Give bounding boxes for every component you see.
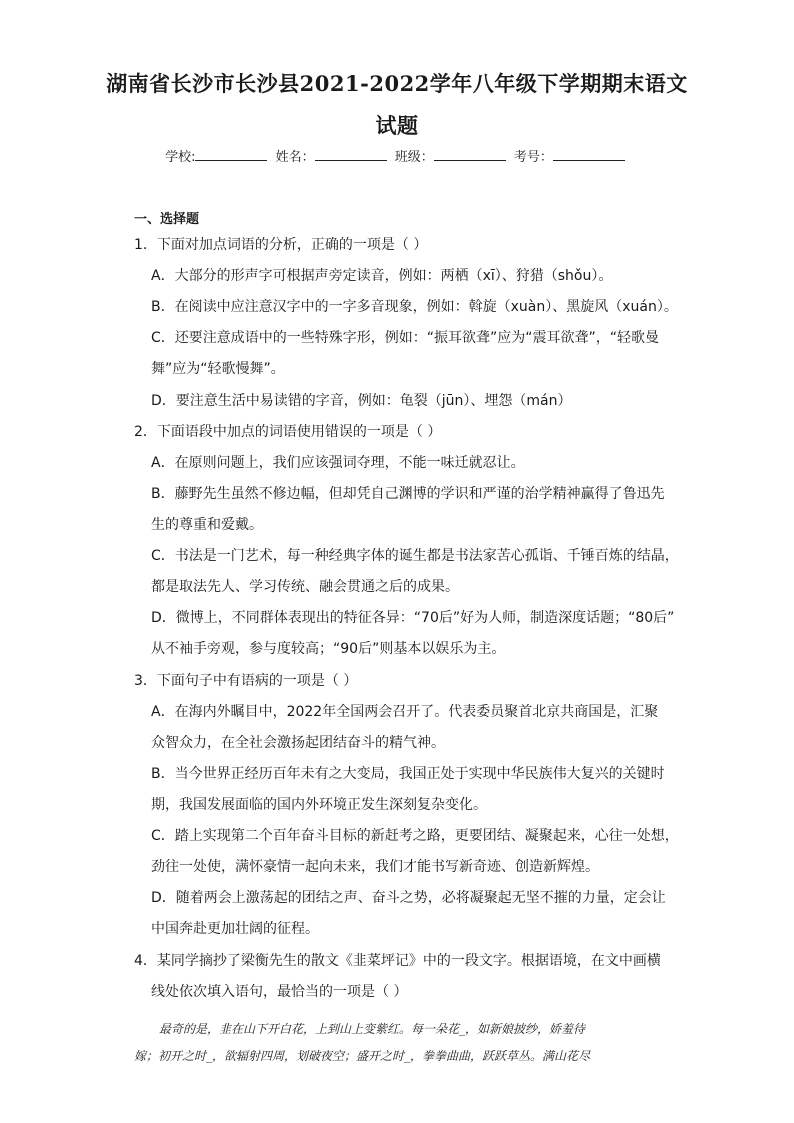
question-2-option-b: B．藤野先生虽然不修边幅，但却凭自己渊博的学识和严谨的治学精神赢得了鲁迅先 xyxy=(151,486,665,502)
question-2: 2．下面语段中加点的词语使用错误的一项是（ ） xyxy=(134,424,442,440)
question-4-cont: 线处依次填入语句，最恰当的一项是（ ） xyxy=(151,984,408,1000)
document-title-line1: 湖南省长沙市长沙县2021-2022学年八年级下学期期末语文 xyxy=(106,71,688,96)
question-2-option-c-cont: 都是取法先人、学习传统、融会贯通之后的成果。 xyxy=(151,579,459,595)
number-label: 考号： xyxy=(513,150,553,165)
question-3-option-b-cont: 期，我国发展面临的国内外环境正发生深刻复杂变化。 xyxy=(151,797,487,813)
question-3-option-b: B．当今世界正经历百年未有之大变局，我国正处于实现中华民族伟大复兴的关键时 xyxy=(151,766,665,782)
question-2-option-b-cont: 生的尊重和爱戴。 xyxy=(151,517,263,533)
number-blank[interactable] xyxy=(553,148,625,161)
question-3-option-c-cont: 劲往一处使，满怀豪情一起向未来，我们才能书写新奇迹、创造新辉煌。 xyxy=(151,859,599,875)
question-1-option-a: A．大部分的形声字可根据声旁定读音，例如：两栖（xī）、狩猎（shǒu）。 xyxy=(151,268,613,284)
question-2-option-c: C．书法是一门艺术，每一种经典字体的诞生都是书法家苦心孤诣、千锤百炼的结晶， xyxy=(151,548,679,564)
question-3-option-a: A．在海内外瞩目中，2022年全国两会召开了。代表委员聚首北京共商国是，汇聚 xyxy=(151,704,659,720)
section-heading: 一、选择题 xyxy=(134,212,200,227)
question-4: 4．某同学摘抄了梁衡先生的散文《韭菜坪记》中的一段文字。根据语境，在文中画横 xyxy=(134,953,661,969)
question-3-option-a-cont: 众智众力，在全社会激扬起团结奋斗的精气神。 xyxy=(151,735,445,751)
question-1-option-c: C．还要注意成语中的一些特殊字形，例如：“振耳欲聋”应为“震耳欲聋”，“轻歌曼 xyxy=(151,330,660,346)
question-2-option-d-cont: 从不袖手旁观，参与度较高；“90后”则基本以娱乐为主。 xyxy=(151,641,506,657)
school-blank[interactable] xyxy=(195,148,267,161)
class-label: 班级： xyxy=(394,150,434,165)
passage-line-1: 最奇的是，韭在山下开白花，上到山上变紫红。每一朵花_，如新娘披纱，娇羞待 xyxy=(159,1022,586,1036)
passage-line-2: 嫁；初开之时_，欲辐射四周，划破夜空；盛开之时_，拳拳曲曲，跃跃草丛。满山花尽 xyxy=(134,1049,591,1063)
question-2-option-a: A．在原则问题上，我们应该强词夺理，不能一味迁就忍让。 xyxy=(151,455,525,471)
name-blank[interactable] xyxy=(315,148,387,161)
question-3-option-c: C．踏上实现第二个百年奋斗目标的新赶考之路，更要团结、凝聚起来，心往一处想， xyxy=(151,828,679,844)
school-label: 学校: xyxy=(165,150,196,165)
question-3-option-d: D．随着两会上激荡起的团结之声、奋斗之势，必将凝聚起无坚不摧的力量，定会让 xyxy=(151,890,666,906)
document-title-line2: 试题 xyxy=(375,113,419,138)
student-info-fields xyxy=(0,146,794,165)
question-1: 1．下面对加点词语的分析，正确的一项是（ ） xyxy=(134,237,428,253)
name-label: 姓名： xyxy=(275,150,315,165)
question-3: 3．下面句子中有语病的一项是（ ） xyxy=(134,673,358,689)
question-3-option-d-cont: 中国奔赴更加壮阔的征程。 xyxy=(151,921,319,937)
question-1-option-c-cont: 舞”应为“轻歌慢舞”。 xyxy=(151,361,285,377)
question-1-option-b: B．在阅读中应注意汉字中的一字多音现象，例如：斡旋（xuàn）、黑旋风（xuán）。 xyxy=(151,299,678,315)
question-2-option-d: D．微博上，不同群体表现出的特征各异：“70后”好为人师，制造深度话题；“80后” xyxy=(151,610,675,626)
class-blank[interactable] xyxy=(434,148,506,161)
question-1-option-d: D．要注意生活中易读错的字音，例如：龟裂（jūn）、埋怨（mán） xyxy=(151,393,572,409)
